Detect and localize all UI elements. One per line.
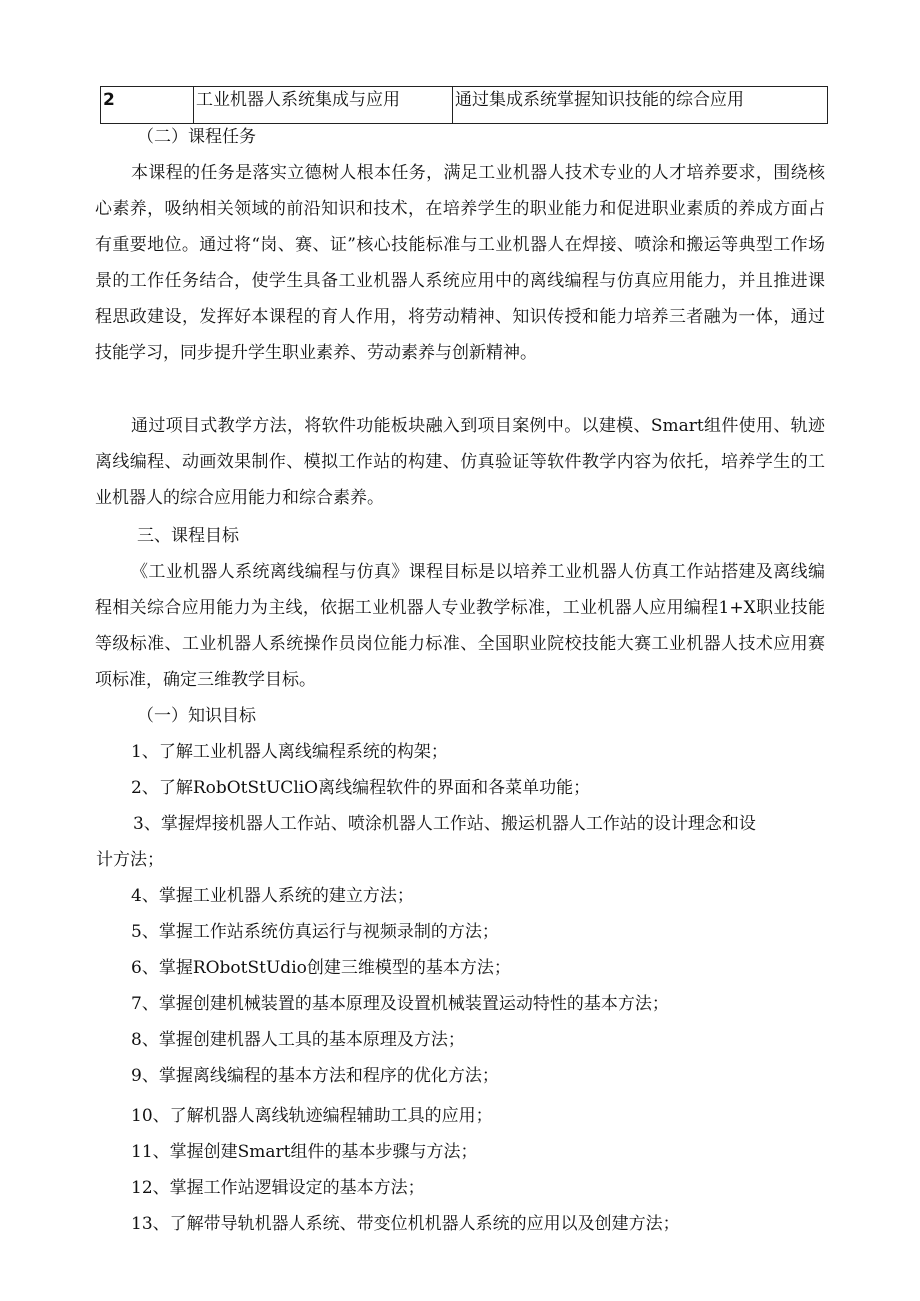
course-table xyxy=(100,86,828,124)
tasks-paragraph-1: 本课程的任务是落实立德树人根本任务，满足工业机器人技术专业的人才培养要求，围绕核心素养，吸纳相关领域的前沿知识和技术，在培养学生的职业能力和促进职业素质的养成方面占有重要地位。通过将“岗、赛、证”核心技能标准与工业机器人在焊接、喷涂和搬运等典型工作场景的工作任务结合，使学生具备工业机器人系统应用中的离线编程与仿真应用能力，并且推进课程思政建设，发挥好本课程的育人作用，将劳动精神、知识传授和能力培养三者融为一体，通过技能学习，同步提升学生职业素养、劳动素养与创新精神。 xyxy=(95,163,825,363)
tasks-heading: （二）课程任务 xyxy=(137,127,256,147)
course-number-cell: 2 xyxy=(101,87,194,124)
goals-paragraph: 《工业机器人系统离线编程与仿真》课程目标是以培养工业机器人仿真工作站搭建及离线编程相关综合应用能力为主线，依据工业机器人专业教学标准，工业机器人应用编程1+X职业技能等级标准、工业机器人系统操作员岗位能力标准、全国职业院校技能大赛工业机器人技术应用赛项标准，确定三维教学目标。 xyxy=(95,562,825,690)
list-item: 9、掌握离线编程的基本方法和程序的优化方法； xyxy=(131,1066,499,1086)
course-name-cell: 工业机器人系统集成与应用 xyxy=(194,87,453,124)
list-item: 7、掌握创建机械装置的基本原理及设置机械装置运动特性的基本方法； xyxy=(131,994,669,1014)
knowledge-goals-heading: （一）知识目标 xyxy=(137,706,256,726)
list-item: 13、了解带导轨机器人系统、带变位机机器人系统的应用以及创建方法； xyxy=(131,1214,680,1234)
list-item: 6、掌握RObotStUdio创建三维模型的基本方法； xyxy=(131,958,511,978)
list-item: 计方法； xyxy=(96,850,164,870)
tasks-paragraph-2: 通过项目式教学方法，将软件功能板块融入到项目案例中。以建模、Smart组件使用、轨迹离线编程、动画效果制作、模拟工作站的构建、仿真验证等软件教学内容为依托，培养学生的工业机器人的综合应用能力和综合素养。 xyxy=(95,416,825,508)
goals-heading: 三、课程目标 xyxy=(137,526,239,546)
course-description-cell: 通过集成系统掌握知识技能的综合应用 xyxy=(453,87,828,124)
list-item: 3、掌握焊接机器人工作站、喷涂机器人工作站、搬运机器人工作站的设计理念和设 xyxy=(133,814,756,834)
list-item: 5、掌握工作站系统仿真运行与视频录制的方法； xyxy=(131,922,499,942)
list-item: 8、掌握创建机器人工具的基本原理及方法； xyxy=(131,1030,465,1050)
list-item: 1、了解工业机器人离线编程系统的构架； xyxy=(131,742,448,762)
list-item: 10、了解机器人离线轨迹编程辅助工具的应用； xyxy=(131,1106,493,1126)
list-item: 12、掌握工作站逻辑设定的基本方法； xyxy=(131,1178,425,1198)
list-item: 2、了解RobOtStUCliO离线编程软件的界面和各菜单功能； xyxy=(131,778,591,798)
list-item: 11、掌握创建Smart组件的基本步骤与方法； xyxy=(131,1142,478,1162)
table-row xyxy=(101,87,828,124)
list-item: 4、掌握工业机器人系统的建立方法； xyxy=(131,886,414,906)
